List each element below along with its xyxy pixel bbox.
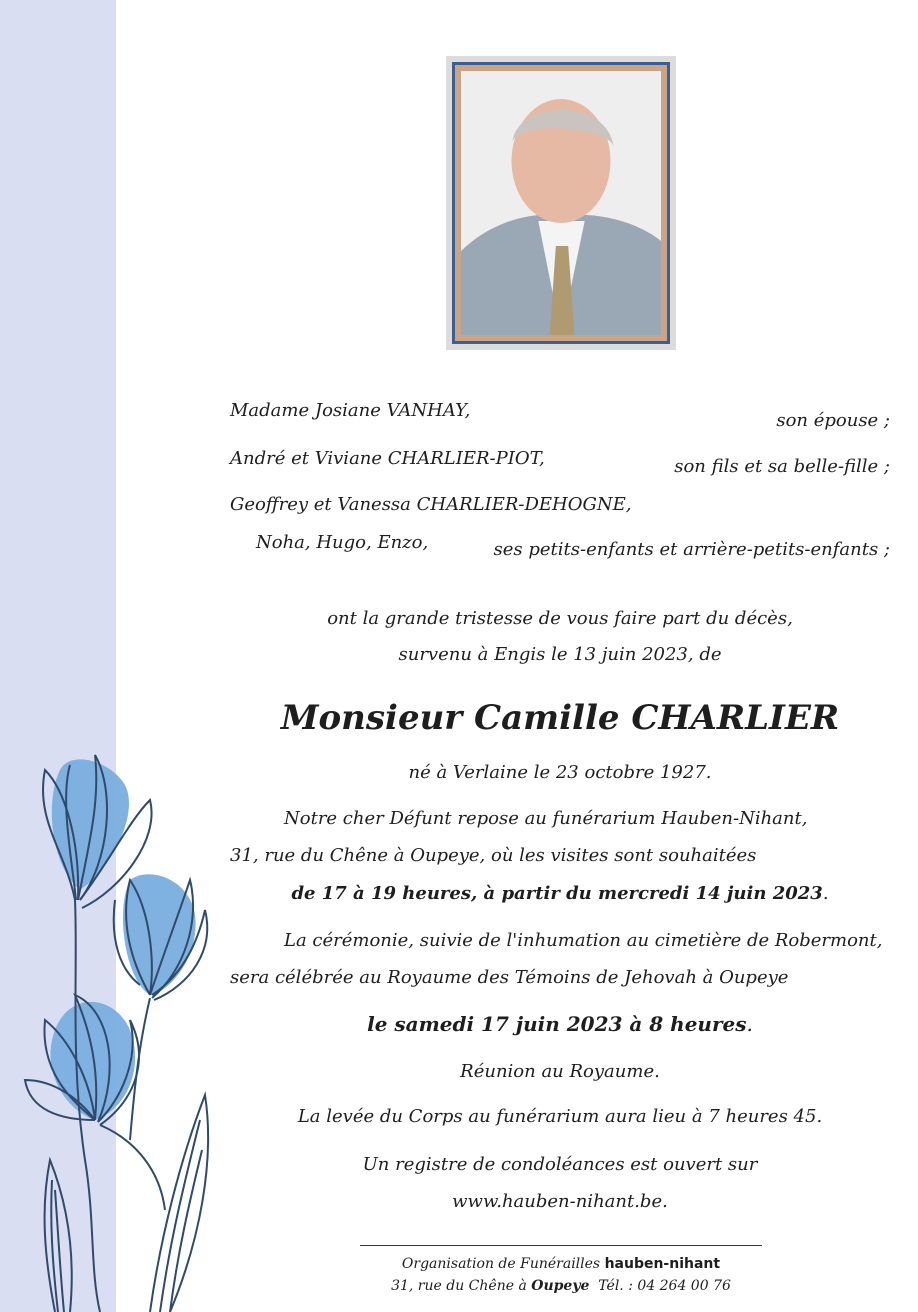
family-relation-son: son fils et sa belle-fille ; bbox=[674, 456, 890, 477]
portrait-frame bbox=[446, 56, 676, 350]
family-relation-spouse: son épouse ; bbox=[776, 410, 890, 431]
ceremony-date: le samedi 17 juin 2023 à 8 heures. bbox=[367, 1012, 753, 1036]
announcement-line1: ont la grande tristesse de vous faire part du décès, bbox=[327, 608, 793, 629]
meeting-info: Réunion au Royaume. bbox=[460, 1061, 660, 1082]
family-names-grandchildren: Geoffrey et Vanessa CHARLIER-DEHOGNE, bbox=[230, 494, 632, 515]
family-names-great-grandchildren: Noha, Hugo, Enzo, bbox=[256, 532, 429, 553]
visits-line2: 31, rue du Chêne à Oupeye, où les visites sont souhaitées bbox=[230, 845, 757, 866]
visits-line1: Notre cher Défunt repose au funérarium Hauben-Nihant, bbox=[284, 808, 808, 829]
footer-divider bbox=[360, 1245, 762, 1246]
footer-org bbox=[360, 1256, 762, 1272]
family-names-son: André et Viviane CHARLIER-PIOT, bbox=[230, 448, 545, 469]
family-relation-grandchildren: ses petits-enfants et arrière-petits-enfants ; bbox=[493, 539, 890, 560]
ceremony-line2: sera célébrée au Royaume des Témoins de Jehovah à Oupeye bbox=[230, 967, 789, 988]
footer-address-prefix: 31, rue du Chêne à bbox=[391, 1278, 527, 1294]
footer-phone: Tél. : 04 264 00 76 bbox=[598, 1278, 731, 1294]
visits-hours-text: de 17 à 19 heures, à partir du mercredi 14 juin 2023 bbox=[291, 883, 823, 904]
portrait-mat bbox=[452, 62, 670, 344]
birth-info: né à Verlaine le 23 octobre 1927. bbox=[408, 762, 712, 783]
footer-org-label: Organisation de Funérailles bbox=[401, 1256, 601, 1272]
departure-info: La levée du Corps au funérarium aura lieu à 7 heures 45. bbox=[297, 1106, 823, 1127]
tulip-decoration bbox=[0, 740, 230, 1312]
footer-address bbox=[360, 1278, 762, 1294]
footer-address-town: Oupeye bbox=[531, 1278, 590, 1294]
register-url[interactable]: www.hauben-nihant.be. bbox=[452, 1191, 668, 1212]
announcement-line2: survenu à Engis le 13 juin 2023, de bbox=[398, 644, 722, 665]
visits-hours: de 17 à 19 heures, à partir du mercredi 14 juin 2023. bbox=[291, 883, 829, 904]
footer-brand-logo: hauben-nihant bbox=[604, 1256, 721, 1272]
family-names-spouse: Madame Josiane VANHAY, bbox=[230, 400, 471, 421]
deceased-name: Monsieur Camille CHARLIER bbox=[280, 698, 840, 738]
register-line1: Un registre de condoléances est ouvert sur bbox=[362, 1154, 758, 1175]
portrait-photo bbox=[461, 71, 661, 335]
ceremony-line1: La cérémonie, suivie de l'inhumation au cimetière de Robermont, bbox=[284, 930, 883, 951]
ceremony-date-text: le samedi 17 juin 2023 à 8 heures bbox=[367, 1012, 747, 1036]
